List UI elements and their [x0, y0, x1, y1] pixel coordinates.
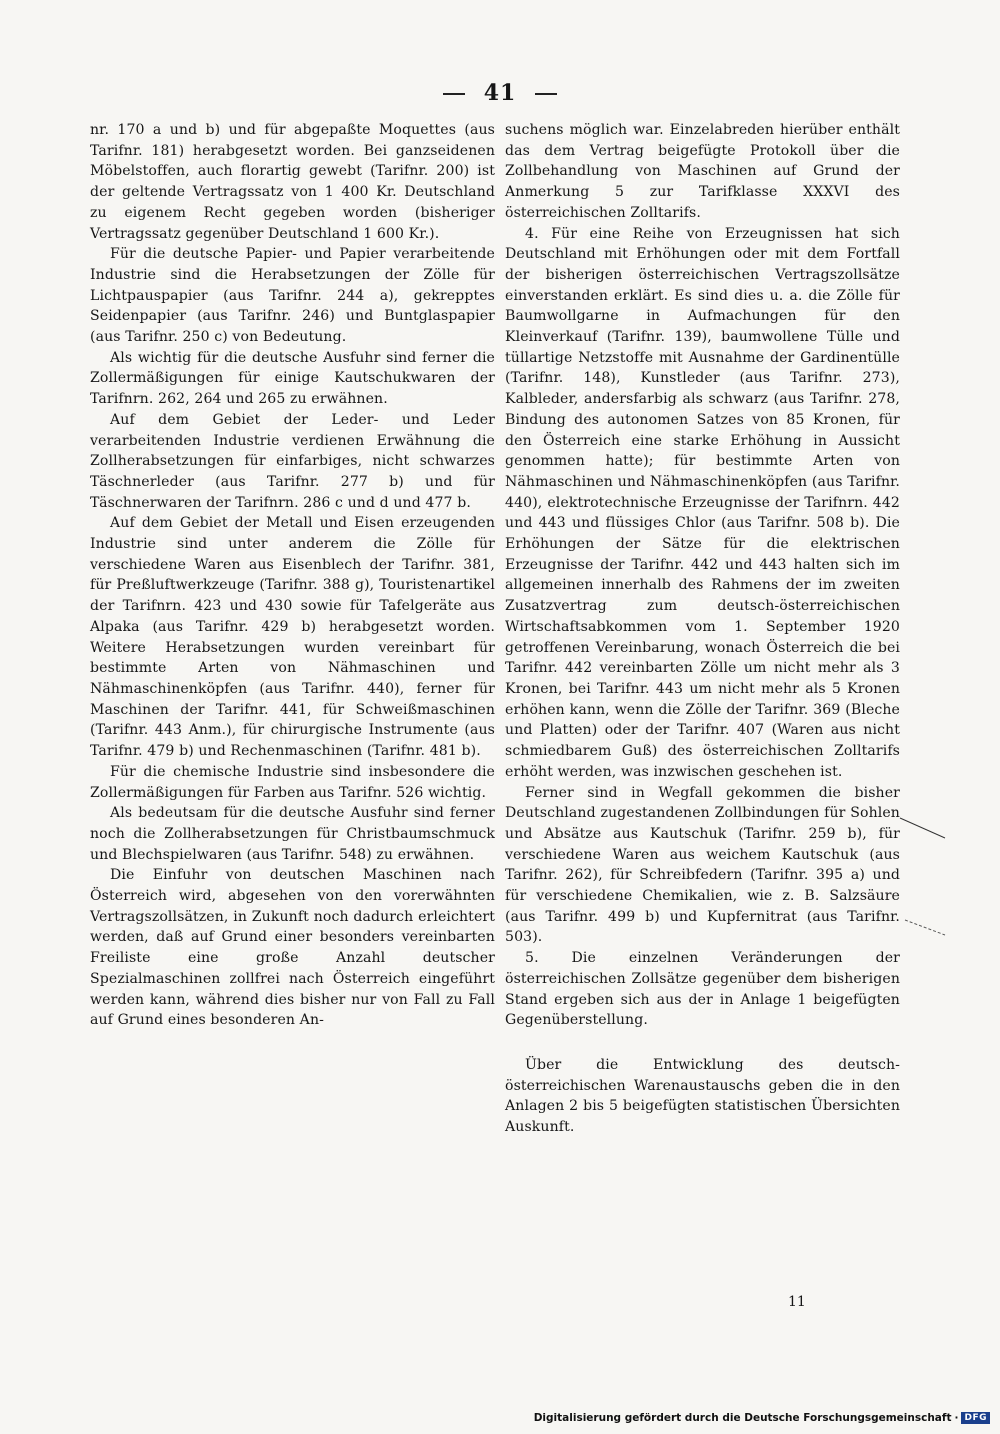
right-column: [505, 120, 900, 1138]
right-paragraph-1: suchens möglich war. Einzelabreden hierüber enthält das dem Vertrag beigefügte Protokoll über die Zollbehandlung von Maschinen auf Grund der Anmerkung 5 zur Tarifklasse XXXVI des österreichischen Zolltarifs.: [505, 122, 900, 221]
page-number: 41: [483, 80, 517, 106]
pencil-mark-2: [905, 920, 945, 935]
digitization-credit: [534, 1412, 990, 1424]
right-paragraph-2: 4. Für eine Reihe von Erzeugnissen hat sich Deutschland mit Erhöhungen oder mit dem Fortfall der bisherigen österreichischen Vertragszollsätze einverstanden erklärt. Es sind dies u. a. die Zölle für Baumwollgarne in Aufmachungen für den Kleinverkauf (Tarifnr. 139), baumwollene Tülle und tüllartige Netzstoffe mit Ausnahme der Gardinentülle (Tarifnr. 148), Kunstleder (aus Tarifnr. 273), Kalbleder, andersfarbig als schwarz (aus Tarifnr. 278, Bindung des autonomen Satzes von 85 Kronen, für den Österreich eine starke Erhöhung in Aussicht genommen hatte); für bestimmte Arten von Nähmaschinen und Nähmaschinenköpfen (aus Tarifnr. 440), elektrotechnische Erzeugnisse der Tarifnrn. 442 und 443 und flüssiges Chlor (aus Tarifnr. 508 b). Die Erhöhungen der Sätze für die elektrischen Erzeugnisse der Tarifnr. 442 und 443 halten sich im allgemeinen innerhalb des Rahmens der im zweiten Zusatzvertrag zum deutsch-österreichischen Wirtschaftsabkommen vom 1. September 1920 getroffenen Vereinbarung, wonach Österreich die bei Tarifnr. 442 vereinbarten Zölle um nicht mehr als 3 Kronen, bei Tarifnr. 443 um nicht mehr als 5 Kronen erhöhen kann, wenn die Zölle der Tarifnr. 369 (Bleche und Platten) oder der Tarifnr. 407 (Waren aus nicht schmiedbarem Guß) des österreichischen Zolltarifs erhöht werden, was inzwischen geschehen ist.: [505, 225, 900, 780]
left-paragraph-1: nr. 170 a und b) und für abgepaßte Moquettes (aus Tarifnr. 181) herabgesetzt worden. Bei ganzseidenen Möbelstoffen, auch florartig gewebt (Tarifnr. 200) ist der geltende Vertragssatz von 1 400 Kr. Deutschland zu eigenem Recht gegeben worden (bisheriger Vertragssatz gegenüber Deutschland 1 600 Kr.).: [90, 122, 495, 242]
header-dash-right: [535, 93, 557, 95]
right-paragraph-3: Ferner sind in Wegfall gekommen die bisher Deutschland zugestandenen Zollbindungen für Sohlen und Absätze aus Kautschuk (Tarifnr. 259 b), für verschiedene Waren aus weichem Kautschuk (aus Tarifnr. 262), für Schreibfedern (Tarifnr. 395 a) und für verschiedene Chemikalien, wie z. B. Salzsäure (aus Tarifnr. 499 b) und Kupfernitrat (aus Tarifnr. 503).: [505, 784, 900, 946]
pencil-mark-1: [900, 818, 945, 838]
credit-text: Digitalisierung gefördert durch die Deutsche Forschungsgemeinschaft: [533, 1412, 952, 1424]
right-paragraph-5: Über die Entwicklung des deutsch-österreichischen Warenaustauschs geben die in den Anlagen 2 bis 5 beigefügten statistischen Übersichten Auskunft.: [505, 1056, 900, 1136]
sheet-number: 11: [788, 1294, 806, 1310]
right-paragraph-4: 5. Die einzelnen Veränderungen der österreichischen Zollsätze gegenüber dem bisherigen Stand ergeben sich aus der in Anlage 1 beigefügten Gegenüberstellung.: [505, 950, 900, 1029]
credit-separator: ·: [954, 1412, 959, 1424]
left-paragraph-5: Auf dem Gebiet der Metall und Eisen erzeugenden Industrie sind unter anderem die Zölle für verschiedene Waren aus Eisenblech der Tarifnr. 381, für Preßluftwerkzeuge (Tarifnr. 388 g), Touristenartikel der Tarifnrn. 423 und 430 sowie für Tafelgeräte aus Alpaka (aus Tarifnr. 429 b) herabgesetzt worden. Weitere Herabsetzungen wurden vereinbart für bestimmte Arten von Nähmaschinen und Nähmaschinenköpfen (aus Tarifnr. 440), ferner für Maschinen der Tarifnr. 441, für Schweißmaschinen (Tarifnr. 443 Anm.), für chirurgische Instrumente (aus Tarifnr. 479 b) und Rechenmaschinen (Tarifnr. 481 b).: [90, 515, 495, 760]
left-paragraph-3: Als wichtig für die deutsche Ausfuhr sind ferner die Zollermäßigungen für einige Kautschukwaren der Tarifnrn. 262, 264 und 265 zu erwähnen.: [90, 349, 495, 408]
left-paragraph-2: Für die deutsche Papier- und Papier verarbeitende Industrie sind die Herabsetzungen der Zölle für Lichtpauspapier (aus Tarifnr. 244 a), gekrepptes Seidenpapier (aus Tarifnr. 246) und Buntglaspapier (aus Tarifnr. 250 c) von Bedeutung.: [90, 246, 495, 346]
left-paragraph-4: Auf dem Gebiet der Leder- und Leder verarbeitenden Industrie verdienen Erwähnung die Zollherabsetzungen für einfarbiges, nicht schwarzes Täschnerleder (aus Tarifnr. 277 b) und für Täschnerwaren der Tarifnrn. 286 c und d und 477 b.: [90, 411, 495, 511]
dfg-logo: DFG: [961, 1412, 990, 1424]
header-dash-left: [443, 93, 465, 95]
left-paragraph-6: Für die chemische Industrie sind insbesondere die Zollermäßigungen für Farben aus Tarifnr. 526 wichtig.: [90, 763, 495, 801]
page-header: [0, 80, 1000, 106]
left-paragraph-8: Die Einfuhr von deutschen Maschinen nach Österreich wird, abgesehen von den vorerwähnten Vertragszollsätzen, in Zukunft noch dadurch erleichtert werden, daß auf Grund einer besonders vereinbarten Freiliste eine große Anzahl deutscher Spezialmaschinen zollfrei nach Österreich eingeführt werden kann, während dies bisher nur von Fall zu Fall auf Grund eines besonderen An-: [90, 867, 495, 1029]
left-paragraph-7: Als bedeutsam für die deutsche Ausfuhr sind ferner noch die Zollherabsetzungen für Christbaumschmuck und Blechspielwaren (aus Tarifnr. 548) zu erwähnen.: [90, 805, 495, 863]
left-column: [90, 120, 495, 1031]
